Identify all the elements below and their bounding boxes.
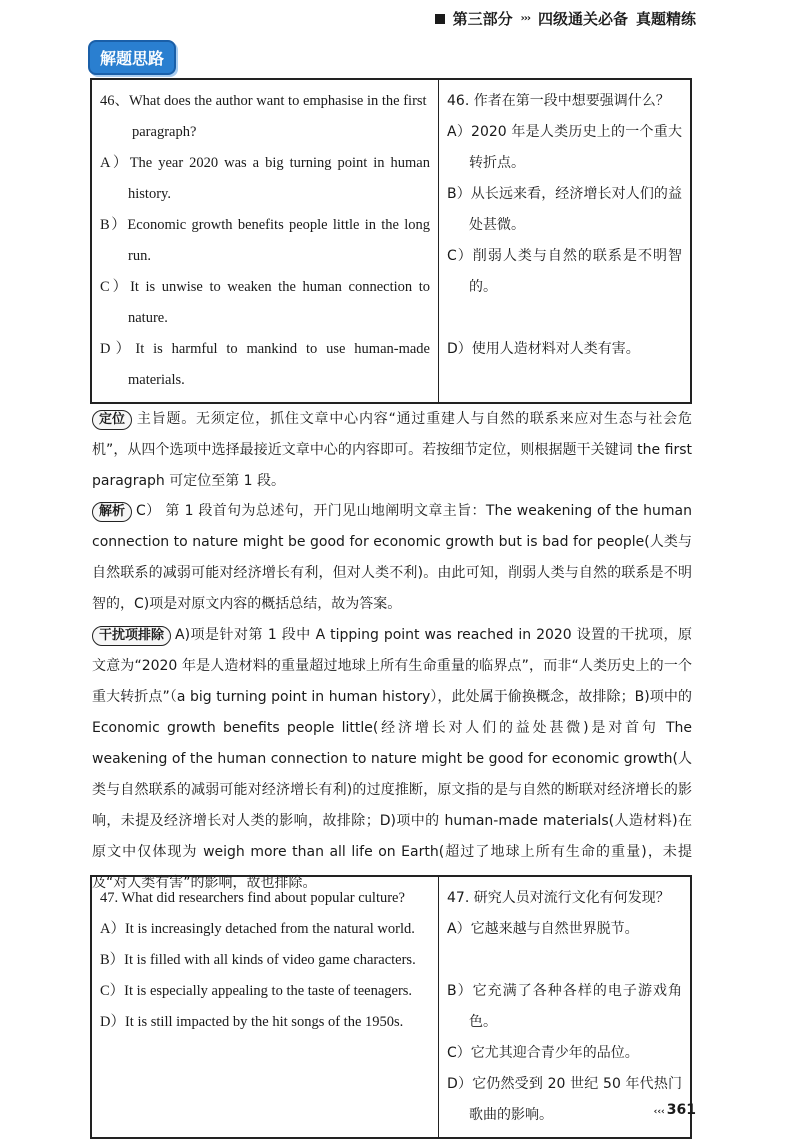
square-icon xyxy=(435,14,445,24)
option-a: A）It is increasingly detached from the natural world. xyxy=(100,921,415,937)
question-46-table xyxy=(90,78,692,404)
section-badge: 解题思路 xyxy=(88,40,176,75)
explain-tag: 解析 xyxy=(92,502,132,522)
distractor-text: A)项是针对第 1 段中 A tipping point was reached in 2020 设置的干扰项，原文意为“2020 年是人造材料的重量超过地球上所有生命重量的临界点”，而非“人类历史上的一个重大转折点”（a big turning point in human history），此处属于偷换概念，故排除；B)项中的 Economic growth benefits people little(经济增长对人们的益处甚微)是对首句 The weakening of the human connection to nature might be good for economic growth(人类与自然联系的减弱可能对经济增长有利)的过度推断，原文指的是与自然的断联对经济增长的影响，未提及经济增长对人类的影响，故排除；D)项中的 human-made materials(人造材料)在原文中仅体现为 weigh more than all life on Earth(超过了地球上所有生命的重量)，未提及“对人类有害”的影响，故也排除。 xyxy=(92,627,692,891)
question-46-english xyxy=(91,79,439,403)
option-b: B）Economic growth benefits people little in the long run. xyxy=(100,217,430,264)
locate-paragraph xyxy=(92,404,692,497)
question-47-english xyxy=(91,876,439,1138)
chevrons-left-icon: ‹‹‹ xyxy=(653,1107,665,1117)
header-section: 第三部分 xyxy=(452,10,513,28)
running-header xyxy=(435,8,696,29)
option-a: A）The year 2020 was a big turning point in human history. xyxy=(100,155,430,202)
distractor-paragraph xyxy=(92,620,692,899)
locate-text: 主旨题。无须定位，抓住文章中心内容“通过重建人与自然的联系来应对生态与社会危机”，从四个选项中选择最接近文章中心的内容即可。若按细节定位，则根据题干关键词 the first paragraph 可定位至第 1 段。 xyxy=(92,411,692,489)
option-d: D）它仍然受到 20 世纪 50 年代热门歌曲的影响。 xyxy=(447,1076,682,1123)
question-stem: 46. 作者在第一段中想要强调什么？ xyxy=(447,93,670,109)
distractor-tag: 干扰项排除 xyxy=(92,626,171,646)
question-47-chinese xyxy=(439,876,692,1138)
explain-paragraph xyxy=(92,496,692,620)
question-47-table xyxy=(90,875,692,1139)
explain-text: C） 第 1 段首句为总述句，开门见山地阐明文章主旨：The weakening of the human connection to nature might be good for economic growth but is bad for people(人类与自然联系的减弱可能对经济增长有利，但对人类不利)。由此可知，削弱人类与自然的联系是不明智的，C)项是对原文内容的概括总结，故为答案。 xyxy=(92,503,692,612)
option-b: B）从长远来看，经济增长对人们的益处甚微。 xyxy=(447,186,682,233)
page-number xyxy=(654,1102,696,1118)
option-a: A）2020 年是人类历史上的一个重大转折点。 xyxy=(447,124,682,171)
option-d: D）It is harmful to mankind to use human-made materials. xyxy=(100,341,430,388)
option-c: C）削弱人类与自然的联系是不明智的。 xyxy=(447,248,682,295)
question-stem: 47. 研究人员对流行文化有何发现？ xyxy=(447,890,670,906)
option-b: B）It is filled with all kinds of video game characters. xyxy=(100,952,416,968)
option-c: C）It is unwise to weaken the human connection to nature. xyxy=(100,279,430,326)
option-b: B）它充满了各种各样的电子游戏角色。 xyxy=(447,983,682,1030)
option-c: C）它尤其迎合青少年的品位。 xyxy=(447,1045,639,1061)
option-c: C）It is especially appealing to the taste of teenagers. xyxy=(100,983,413,999)
option-a: A）它越来越与自然世界脱节。 xyxy=(447,921,639,937)
locate-tag: 定位 xyxy=(92,410,132,430)
page-number-value: 361 xyxy=(666,1102,696,1118)
option-d: D）It is still impacted by the hit songs of the 1950s. xyxy=(100,1014,404,1030)
header-title: 四级通关必备 xyxy=(537,10,628,28)
question-stem: 46、What does the author want to emphasise in the first paragraph? xyxy=(100,93,427,140)
header-title-bold: 真题精练 xyxy=(635,10,696,28)
question-stem: 47. What did researchers find about popular culture? xyxy=(100,890,405,906)
question-46-chinese xyxy=(439,79,692,403)
option-d: D）使用人造材料对人类有害。 xyxy=(447,341,640,357)
chevrons-icon: ››› xyxy=(520,13,530,24)
